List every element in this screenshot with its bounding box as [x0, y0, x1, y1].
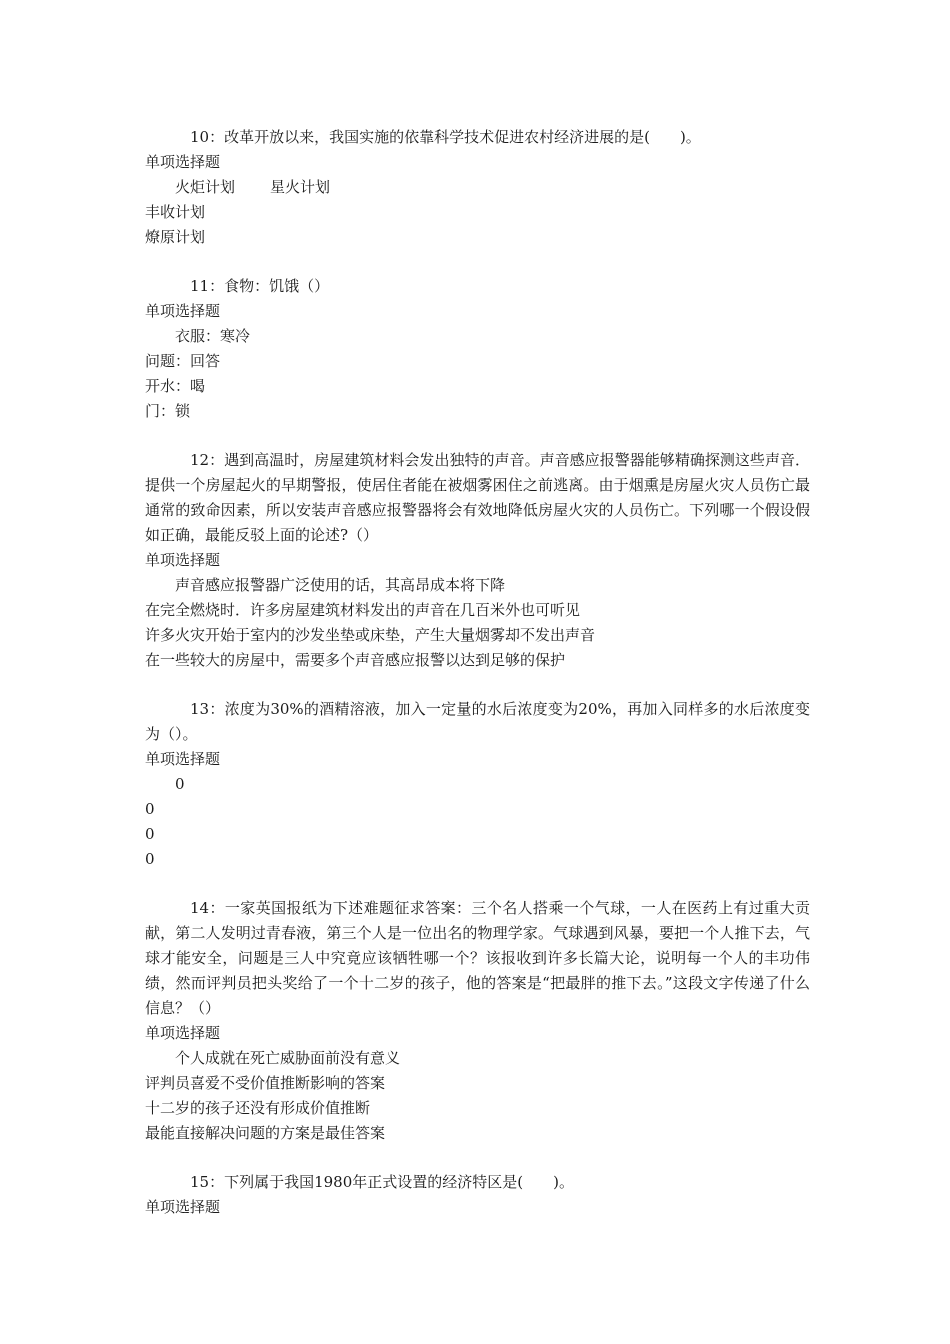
question-text: 12：遇到高温时，房屋建筑材料会发出独特的声音。声音感应报警器能够精确探测这些声音．提供一个房屋起火的早期警报，使居住者能在被烟雾困住之前逃离。由于烟熏是房屋火灾人员伤亡最通常的致命因素，所以安装声音感应报警器将会有效地降低房屋火灾的人员伤亡。下列哪一个假设假如正确，最能反驳上面的论述?（）	[145, 451, 810, 544]
question-type: 单项选择题	[145, 551, 221, 569]
question-type: 单项选择题	[145, 302, 221, 320]
option: 十二岁的孩子还没有形成价值推断	[145, 1099, 371, 1117]
option: 丰收计划	[145, 203, 206, 221]
question-10	[145, 125, 810, 250]
option: 0	[175, 775, 185, 793]
option: 评判员喜爱不受价值推断影响的答案	[145, 1074, 386, 1092]
question-13	[145, 697, 810, 872]
question-text: 10：改革开放以来，我国实施的依靠科学技术促进农村经济进展的是( )。	[190, 128, 701, 146]
question-type: 单项选择题	[145, 1024, 221, 1042]
option: 0	[145, 850, 155, 868]
question-14	[145, 896, 810, 1146]
option: 许多火灾开始于室内的沙发坐垫或床垫，产生大量烟雾却不发出声音	[145, 626, 596, 644]
question-type: 单项选择题	[145, 1198, 221, 1216]
option: 火炬计划	[175, 178, 236, 196]
question-15	[145, 1170, 810, 1220]
question-text: 11：食物：饥饿（）	[190, 277, 330, 295]
option: 问题：回答	[145, 352, 221, 370]
question-text: 15：下列属于我国1980年正式设置的经济特区是( )。	[190, 1173, 574, 1191]
question-type: 单项选择题	[145, 153, 221, 171]
option: 衣服：寒冷	[175, 327, 251, 345]
option: 燎原计划	[145, 228, 206, 246]
option: 个人成就在死亡威胁面前没有意义	[175, 1049, 401, 1067]
option: 在完全燃烧时．许多房屋建筑材料发出的声音在几百米外也可听见	[145, 601, 581, 619]
option: 门：锁	[145, 402, 191, 420]
option: 最能直接解决问题的方案是最佳答案	[145, 1124, 386, 1142]
option: 星火计划	[270, 178, 331, 196]
option: 声音感应报警器广泛使用的话，其高昂成本将下降	[175, 576, 506, 594]
option: 0	[145, 825, 155, 843]
question-12	[145, 448, 810, 673]
option: 0	[145, 800, 155, 818]
option-row	[145, 175, 810, 200]
question-text: 13：浓度为30%的酒精溶液，加入一定量的水后浓度变为20%，再加入同样多的水后浓度变为（）。	[145, 700, 810, 743]
question-text: 14：一家英国报纸为下述难题征求答案：三个名人搭乘一个气球，一人在医药上有过重大贡献，第二人发明过青春液，第三个人是一位出名的物理学家。气球遇到风暴，要把一个人推下去，气球才能安全，问题是三人中究竟应该牺牲哪一个？该报收到许多长篇大论，说明每一个人的丰功伟绩，然而评判员把头奖给了一个十二岁的孩子，他的答案是“把最胖的推下去。”这段文字传递了什么信息？（）	[145, 899, 810, 1017]
option: 开水：喝	[145, 377, 206, 395]
question-11	[145, 274, 810, 424]
question-type: 单项选择题	[145, 750, 221, 768]
option: 在一些较大的房屋中，需要多个声音感应报警以达到足够的保护	[145, 651, 566, 669]
